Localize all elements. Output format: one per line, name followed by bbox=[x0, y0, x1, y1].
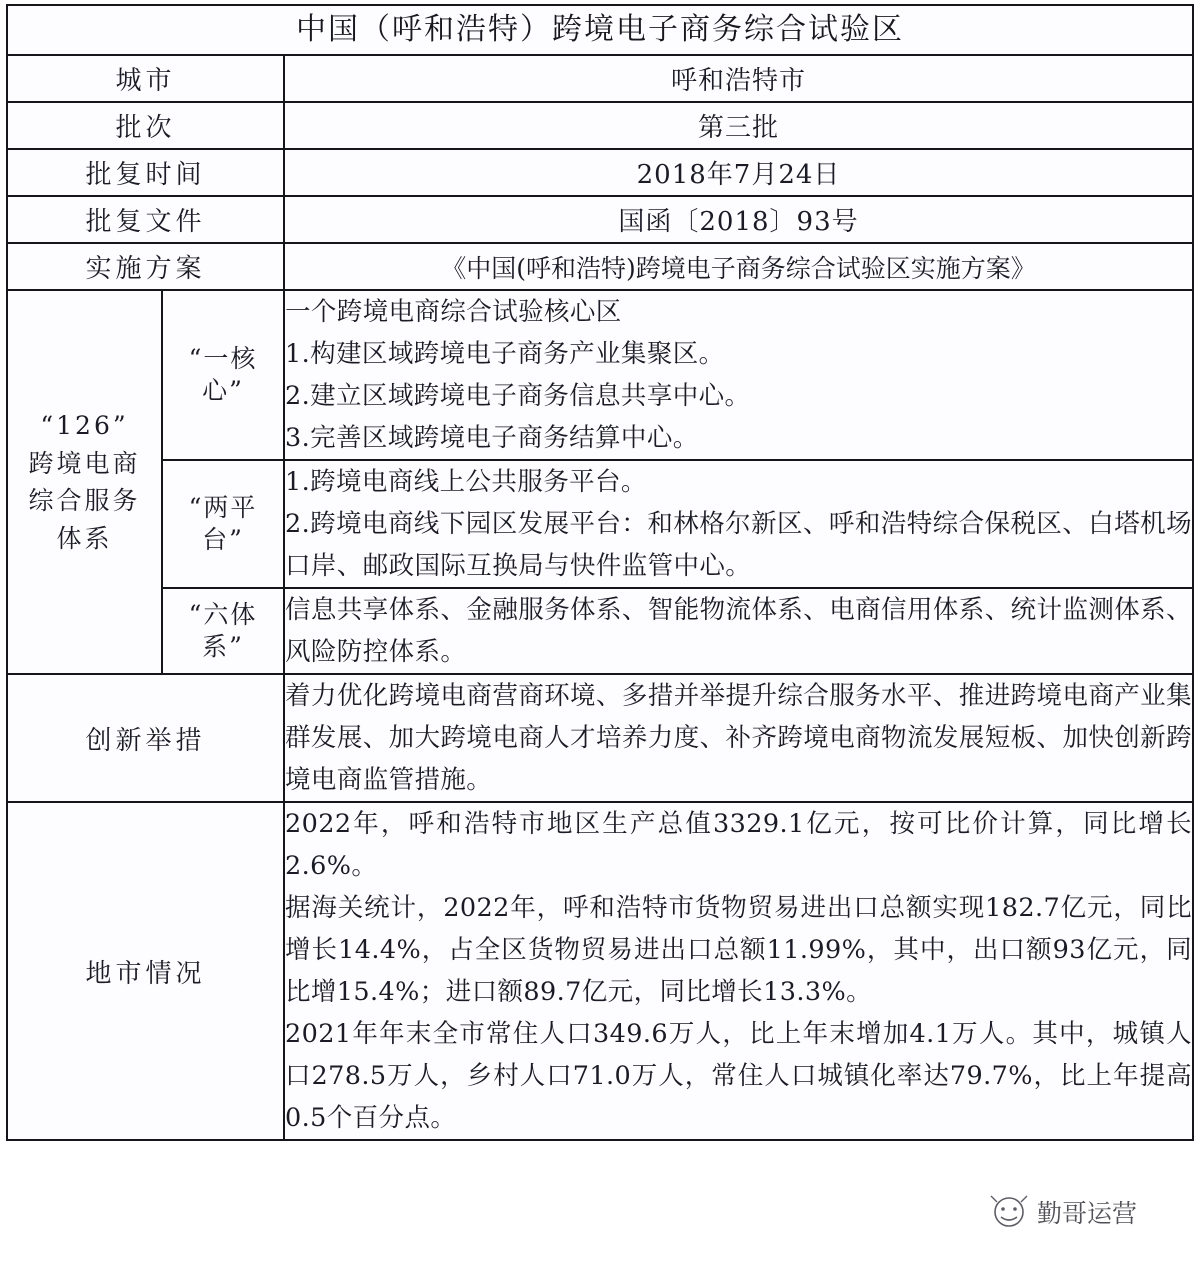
row-value-approval-doc: 国函〔2018〕93号 bbox=[284, 196, 1193, 243]
watermark bbox=[985, 1188, 1190, 1240]
document-title: 中国（呼和浩特）跨境电子商务综合试验区 bbox=[7, 5, 1193, 55]
row-value-city: 呼和浩特市 bbox=[284, 55, 1193, 102]
row-label-approval-date: 批复时间 bbox=[7, 149, 284, 196]
one-core-line-3: 3.完善区域跨境电子商务结算中心。 bbox=[285, 423, 699, 453]
row-label-innovation: 创新举措 bbox=[7, 674, 284, 802]
sub-label-one-core-text: “一核心” bbox=[188, 344, 258, 405]
row-label-city: 城市 bbox=[7, 55, 284, 102]
content-six-systems bbox=[284, 588, 1193, 674]
one-core-line-0: 一个跨境电商综合试验核心区 bbox=[285, 297, 622, 327]
content-one-core bbox=[284, 290, 1193, 460]
innovation-text: 着力优化跨境电商营商环境、多措并举提升综合服务水平、推进跨境电商产业集群发展、加大跨境电商人才培养力度、补齐跨境电商物流发展短板、加快创新跨境电商监管措施。 bbox=[285, 681, 1193, 795]
watermark-text: 勤哥运营 bbox=[1037, 1199, 1138, 1228]
city-status-paragraph-1: 据海关统计，2022年，呼和浩特市货物贸易进出口总额实现182.7亿元，同比增长14.4%，占全区货物贸易进出口总额11.99%，其中，出口额93亿元，同比增15.4%；进口额89.7亿元，同比增长13.3%。 bbox=[285, 893, 1193, 1007]
row-label-batch: 批次 bbox=[7, 102, 284, 149]
table-row-innovation bbox=[7, 674, 1193, 802]
row-label-126-system bbox=[7, 290, 162, 674]
table-row-title bbox=[7, 5, 1193, 55]
label-126-line-3: 体系 bbox=[56, 523, 113, 553]
cross-border-ecommerce-zone-table bbox=[6, 4, 1194, 1141]
one-core-line-2: 2.建立区域跨境电子商务信息共享中心。 bbox=[285, 381, 751, 411]
table-row-approval-date bbox=[7, 149, 1193, 196]
city-status-paragraph-2: 2021年年末全市常住人口349.6万人，比上年末增加4.1万人。其中，城镇人口278.5万人，乡村人口71.0万人，常住人口城镇化率达79.7%，比上年提高0.5个百分点。 bbox=[285, 1019, 1193, 1133]
sub-label-two-platforms-text: “两平台” bbox=[188, 493, 258, 554]
row-label-implementation-plan: 实施方案 bbox=[7, 243, 284, 290]
table-row-city-status bbox=[7, 802, 1193, 1140]
content-innovation bbox=[284, 674, 1193, 802]
label-126-line-2: 综合服务 bbox=[28, 486, 141, 515]
table-row-city bbox=[7, 55, 1193, 102]
row-value-batch: 第三批 bbox=[284, 102, 1193, 149]
two-platforms-line-0: 1.跨境电商线上公共服务平台。 bbox=[285, 467, 647, 497]
content-two-platforms bbox=[284, 460, 1193, 588]
row-value-implementation-plan: 《中国(呼和浩特)跨境电子商务综合试验区实施方案》 bbox=[284, 243, 1193, 290]
table-row-batch bbox=[7, 102, 1193, 149]
watermark-logo-icon bbox=[987, 1192, 1031, 1232]
sub-label-one-core bbox=[162, 290, 284, 460]
table-row-implementation-plan bbox=[7, 243, 1193, 290]
content-city-status bbox=[284, 802, 1193, 1140]
label-126-line-1: 跨境电商 bbox=[28, 448, 141, 478]
table-row-approval-doc bbox=[7, 196, 1193, 243]
city-status-paragraph-0: 2022年，呼和浩特市地区生产总值3329.1亿元，按可比价计算，同比增长2.6%。 bbox=[285, 809, 1193, 881]
six-systems-line-0: 信息共享体系、金融服务体系、智能物流体系、电商信用体系、统计监测体系、风险防控体系。 bbox=[285, 595, 1193, 667]
sub-label-six-systems-text: “六体系” bbox=[188, 600, 258, 661]
table-row-two-platforms bbox=[7, 460, 1193, 588]
one-core-line-1: 1.构建区域跨境电子商务产业集聚区。 bbox=[285, 339, 725, 369]
two-platforms-line-1: 2.跨境电商线下园区发展平台：和林格尔新区、呼和浩特综合保税区、白塔机场口岸、邮政国际互换局与快件监管中心。 bbox=[285, 509, 1193, 581]
row-label-city-status: 地市情况 bbox=[7, 802, 284, 1140]
row-value-approval-date: 2018年7月24日 bbox=[284, 149, 1193, 196]
table-row-six-systems bbox=[7, 588, 1193, 674]
sub-label-two-platforms bbox=[162, 460, 284, 588]
label-126-line-0: “126” bbox=[40, 411, 129, 440]
row-label-approval-doc: 批复文件 bbox=[7, 196, 284, 243]
sub-label-six-systems bbox=[162, 588, 284, 674]
table-row-one-core bbox=[7, 290, 1193, 460]
